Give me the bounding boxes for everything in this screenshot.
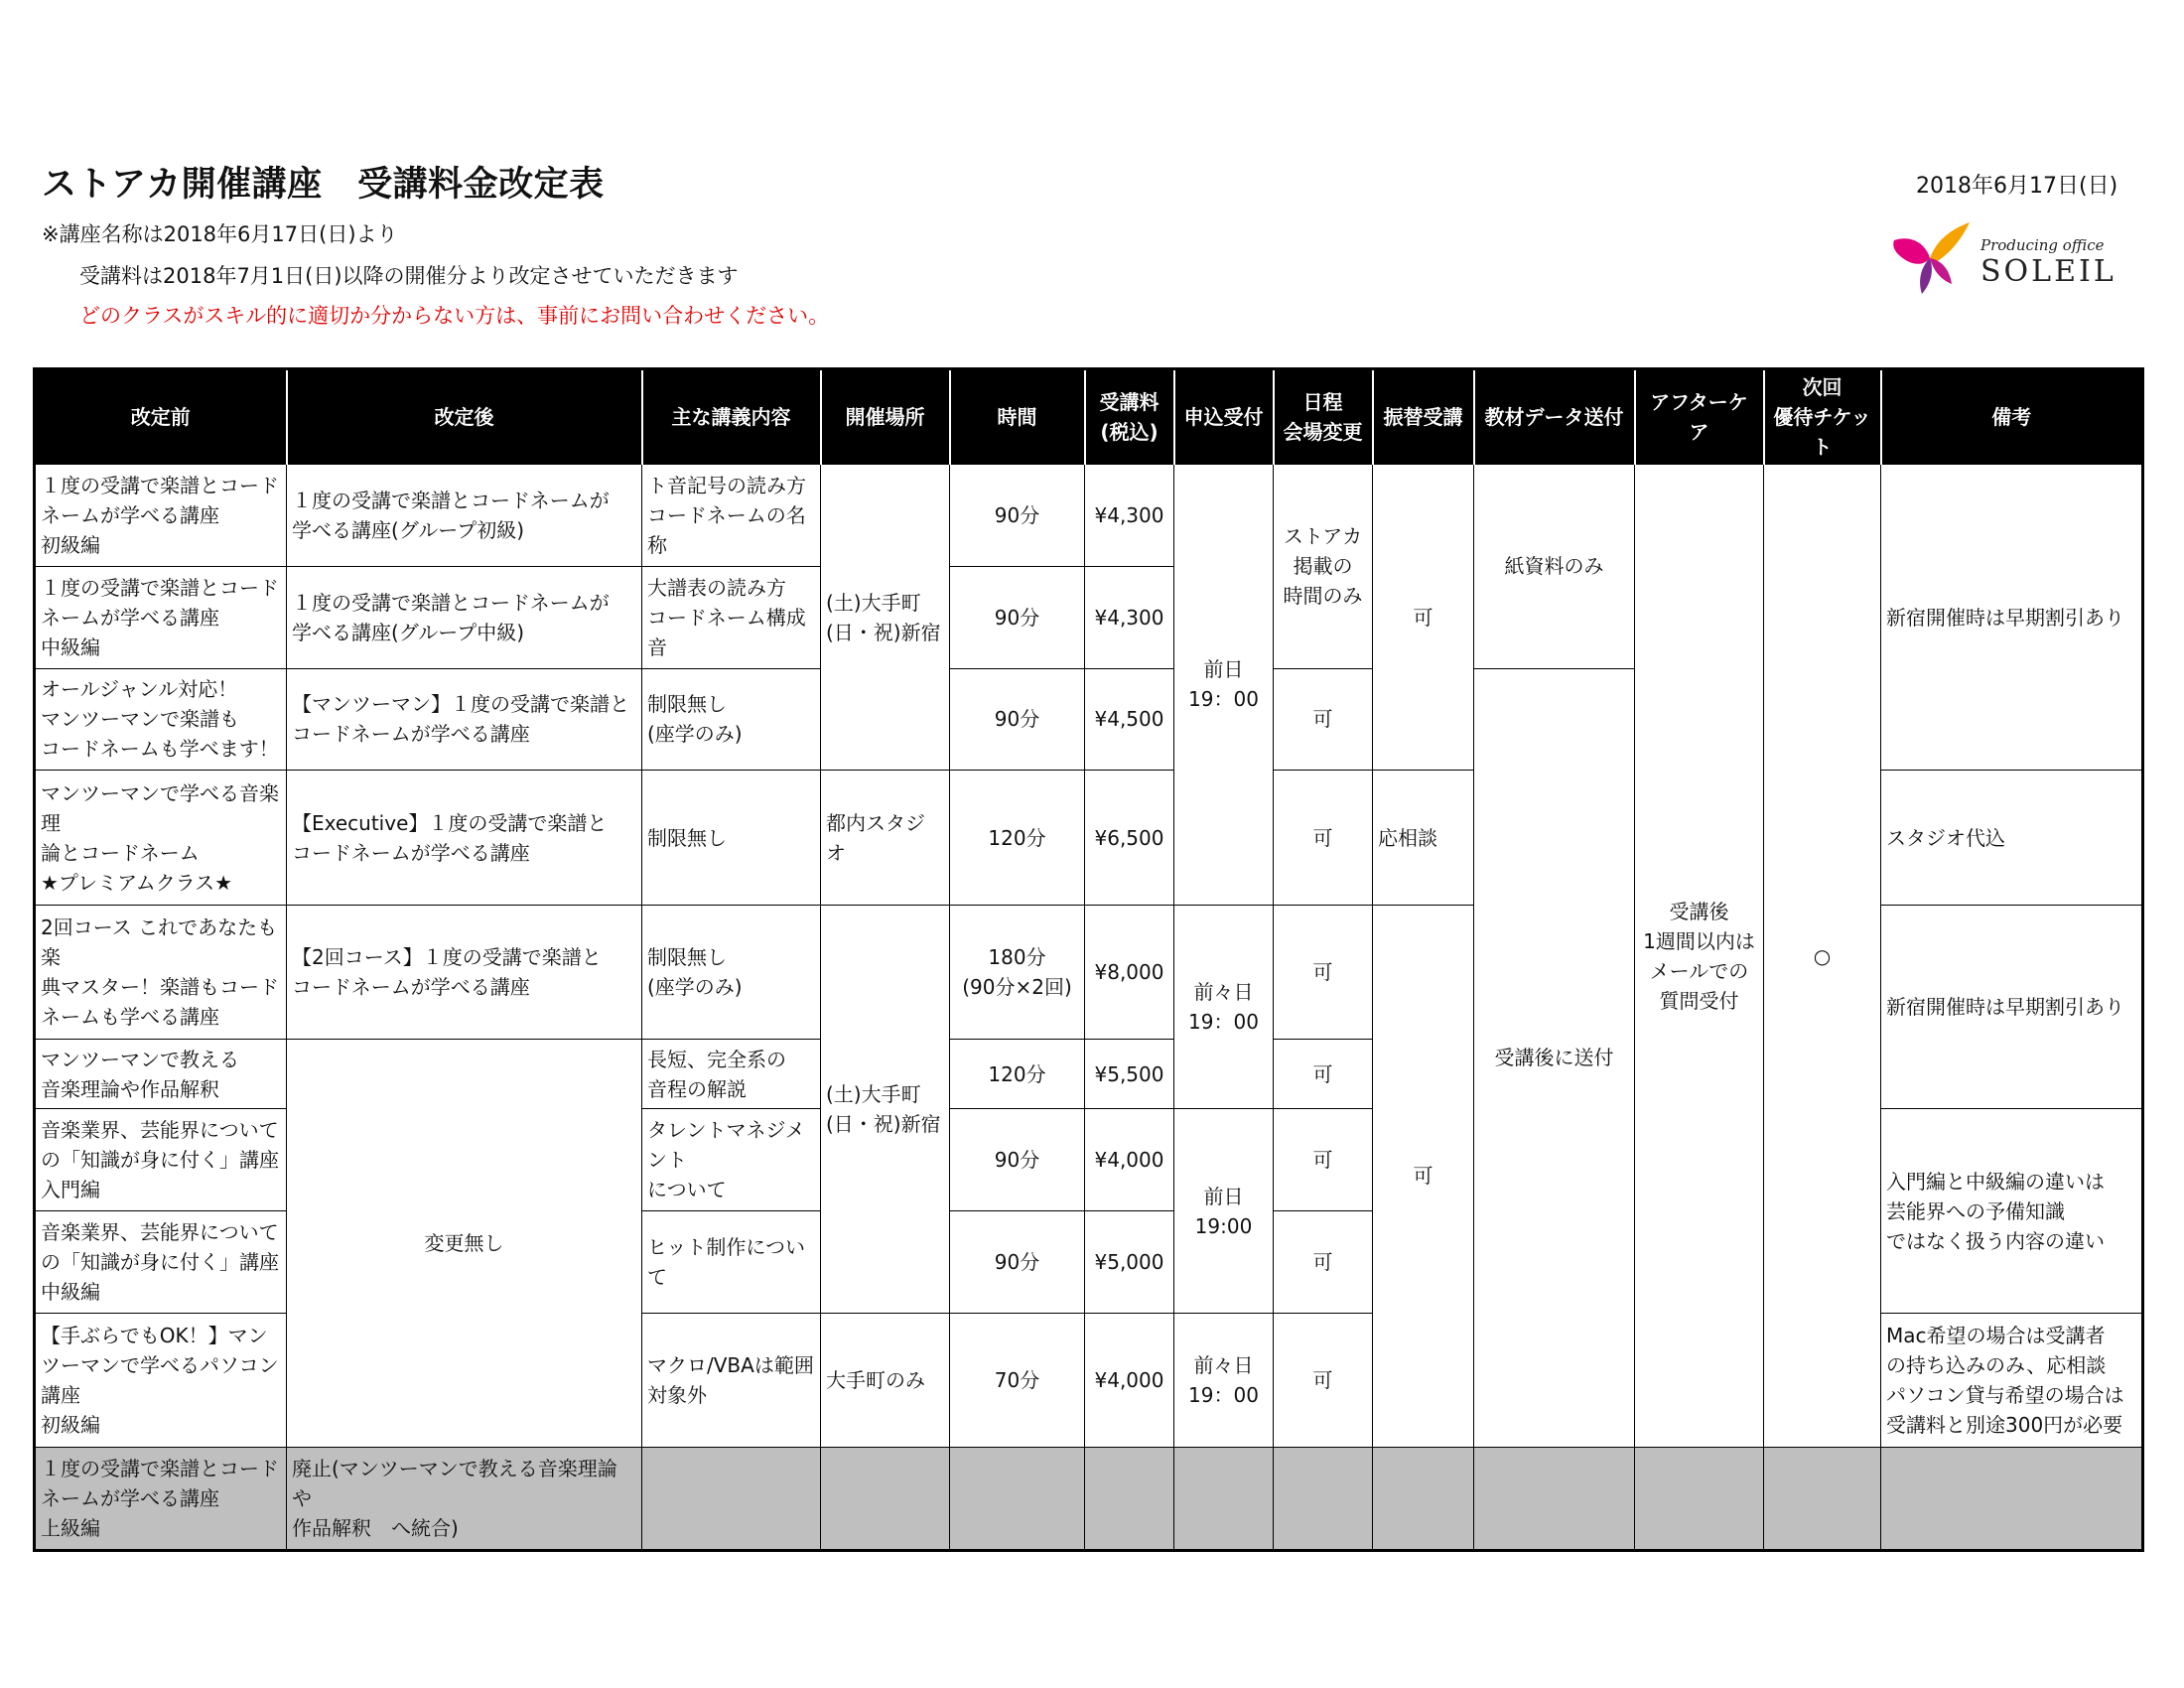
butterfly-logo-icon: [1886, 218, 1976, 298]
cell-time: 180分 (90分×2回): [950, 905, 1085, 1039]
document-date: 2018年6月17日(日): [1916, 174, 2118, 199]
cell-remarks: 新宿開催時は早期割引あり: [1881, 905, 2143, 1109]
cell-schedule-change: 可: [1274, 1313, 1373, 1447]
cell-after-unchanged: 変更無し: [287, 1039, 642, 1447]
cell-empty: [1881, 1448, 2143, 1551]
cell-venue: (土)大手町 (日・祝)新宿: [821, 465, 950, 771]
cell-empty: [1474, 1448, 1635, 1551]
cell-venue: 大手町のみ: [821, 1313, 950, 1447]
cell-empty: [1373, 1448, 1474, 1551]
cell-fee: ¥4,000: [1085, 1109, 1174, 1211]
cell-fee: ¥4,300: [1085, 566, 1174, 668]
cell-content: マクロ/VBAは範囲 対象外: [642, 1313, 821, 1447]
table-row: [35, 465, 2143, 567]
cell-schedule-change: 可: [1274, 771, 1373, 905]
cell-empty: [1635, 1448, 1764, 1551]
cell-content: 大譜表の読み方 コードネーム構成音: [642, 566, 821, 668]
cell-content: ヒット制作について: [642, 1211, 821, 1314]
cell-fee: ¥5,000: [1085, 1211, 1174, 1314]
cell-before: 【手ぶらでもOK！】マンツーマンで学べるパソコン講座 初級編: [35, 1313, 287, 1447]
cell-time: 90分: [950, 1211, 1085, 1314]
cell-after: 【マンツーマン】１度の受講で楽譜と コードネームが学べる講座: [287, 668, 642, 771]
note-course-name: ※講座名称は2018年6月17日(日)より: [42, 222, 398, 246]
cell-fee: ¥6,500: [1085, 771, 1174, 905]
note-fee-revision: 受講料は2018年7月1日(日)以降の開催分より改定させていただきます: [79, 264, 739, 288]
cell-deadline: 前日 19:00: [1174, 1109, 1274, 1314]
cell-after: １度の受講で楽譜とコードネームが 学べる講座(グループ中級): [287, 566, 642, 668]
cell-time: 90分: [950, 1109, 1085, 1211]
cell-time: 120分: [950, 771, 1085, 905]
cell-remarks: Mac希望の場合は受講者 の持ち込みのみ、応相談 パソコン貸与希望の場合は 受講料と別途300円が必要: [1881, 1313, 2143, 1447]
cell-empty: [642, 1448, 821, 1551]
cell-schedule-change: 可: [1274, 668, 1373, 771]
cell-empty: [1764, 1448, 1881, 1551]
header-time: 時間: [950, 369, 1085, 465]
cell-deadline: 前日 19：00: [1174, 465, 1274, 906]
cell-empty: [1274, 1448, 1373, 1551]
cell-time: 90分: [950, 668, 1085, 771]
cell-makeup: 応相談: [1373, 771, 1474, 905]
header-schedule-change: 日程 会場変更: [1274, 369, 1373, 465]
header-remarks: 備考: [1881, 369, 2143, 465]
cell-venue: 都内スタジオ: [821, 771, 950, 905]
cell-before: 2回コース これであなたも楽 典マスター！楽譜もコード ネームも学べる講座: [35, 905, 287, 1039]
cell-materials: 受講後に送付: [1474, 668, 1635, 1447]
cell-before: マンツーマンで学べる音楽理 論とコードネーム ★プレミアムクラス★: [35, 771, 287, 905]
cell-content: 長短、完全系の 音程の解説: [642, 1039, 821, 1108]
cell-time: 70分: [950, 1313, 1085, 1447]
cell-before: １度の受講で楽譜とコード ネームが学べる講座 初級編: [35, 465, 287, 567]
cell-empty: [1085, 1448, 1174, 1551]
cell-empty: [821, 1448, 950, 1551]
cell-aftercare: 受講後 1週間以内は メールでの 質問受付: [1635, 465, 1764, 1448]
cell-after: 【2回コース】１度の受講で楽譜と コードネームが学べる講座: [287, 905, 642, 1039]
cell-schedule-change: 可: [1274, 1039, 1373, 1108]
header-deadline: 申込受付: [1174, 369, 1274, 465]
cell-empty: [950, 1448, 1085, 1551]
cell-empty: [1174, 1448, 1274, 1551]
logo-subtitle: Producing office: [1980, 236, 2105, 254]
cell-before: １度の受講で楽譜とコード ネームが学べる講座 中級編: [35, 566, 287, 668]
table-header-row: [35, 369, 2143, 465]
cell-deadline: 前々日 19：00: [1174, 1313, 1274, 1447]
cell-makeup: 可: [1373, 465, 1474, 771]
header-materials: 教材データ送付: [1474, 369, 1635, 465]
cell-venue: (土)大手町 (日・祝)新宿: [821, 905, 950, 1313]
header-fee: 受講料 (税込): [1085, 369, 1174, 465]
cell-content: 制限無し: [642, 771, 821, 905]
cell-remarks: スタジオ代込: [1881, 771, 2143, 905]
header-after: 改定後: [287, 369, 642, 465]
cell-schedule-change: ストアカ 掲載の 時間のみ: [1274, 465, 1373, 669]
header-makeup: 振替受講: [1373, 369, 1474, 465]
cell-remarks: 新宿開催時は早期割引あり: [1881, 465, 2143, 771]
cell-deadline: 前々日 19：00: [1174, 905, 1274, 1109]
header-venue: 開催場所: [821, 369, 950, 465]
header-before: 改定前: [35, 369, 287, 465]
page-title: ストアカ開催講座 受講料金改定表: [42, 165, 605, 205]
header-aftercare: アフターケア: [1635, 369, 1764, 465]
cell-after: 廃止(マンツーマンで教える音楽理論や 作品解釈 へ統合): [287, 1448, 642, 1551]
cell-schedule-change: 可: [1274, 905, 1373, 1039]
cell-content: ト音記号の読み方 コードネームの名称: [642, 465, 821, 567]
cell-after: １度の受講で楽譜とコードネームが 学べる講座(グループ初級): [287, 465, 642, 567]
cell-time: 120分: [950, 1039, 1085, 1108]
cell-materials: 紙資料のみ: [1474, 465, 1635, 669]
header-content: 主な講義内容: [642, 369, 821, 465]
cell-before: 音楽業界、芸能界についての「知識が身に付く」講座 中級編: [35, 1211, 287, 1314]
cell-remarks: 入門編と中級編の違いは 芸能界への予備知識 ではなく扱う内容の違い: [1881, 1109, 2143, 1314]
logo-wordmark: SOLEIL: [1980, 254, 2116, 289]
cell-fee: ¥5,500: [1085, 1039, 1174, 1108]
note-inquiry: どのクラスがスキル的に適切か分からない方は、事前にお問い合わせください。: [79, 304, 830, 328]
cell-content: タレントマネジメント について: [642, 1109, 821, 1211]
cell-after: 【Executive】１度の受講で楽譜と コードネームが学べる講座: [287, 771, 642, 905]
cell-fee: ¥4,300: [1085, 465, 1174, 567]
cell-content: 制限無し (座学のみ): [642, 905, 821, 1039]
cell-schedule-change: 可: [1274, 1211, 1373, 1314]
cell-fee: ¥4,000: [1085, 1313, 1174, 1447]
cell-before: 音楽業界、芸能界についての「知識が身に付く」講座 入門編: [35, 1109, 287, 1211]
fee-revision-table: [33, 367, 2144, 1552]
soleil-logo: [1886, 218, 2124, 298]
cell-makeup: 可: [1373, 905, 1474, 1447]
cell-ticket: ○: [1764, 465, 1881, 1448]
cell-schedule-change: 可: [1274, 1109, 1373, 1211]
cell-time: 90分: [950, 566, 1085, 668]
cell-fee: ¥4,500: [1085, 668, 1174, 771]
cell-before: オールジャンル対応！ マンツーマンで楽譜も コードネームも学べます！: [35, 668, 287, 771]
cell-before: １度の受講で楽譜とコード ネームが学べる講座 上級編: [35, 1448, 287, 1551]
cell-before: マンツーマンで教える 音楽理論や作品解釈: [35, 1039, 287, 1108]
header-ticket: 次回 優待チケット: [1764, 369, 1881, 465]
cell-content: 制限無し (座学のみ): [642, 668, 821, 771]
cell-time: 90分: [950, 465, 1085, 567]
table-row-discontinued: [35, 1448, 2143, 1551]
cell-fee: ¥8,000: [1085, 905, 1174, 1039]
